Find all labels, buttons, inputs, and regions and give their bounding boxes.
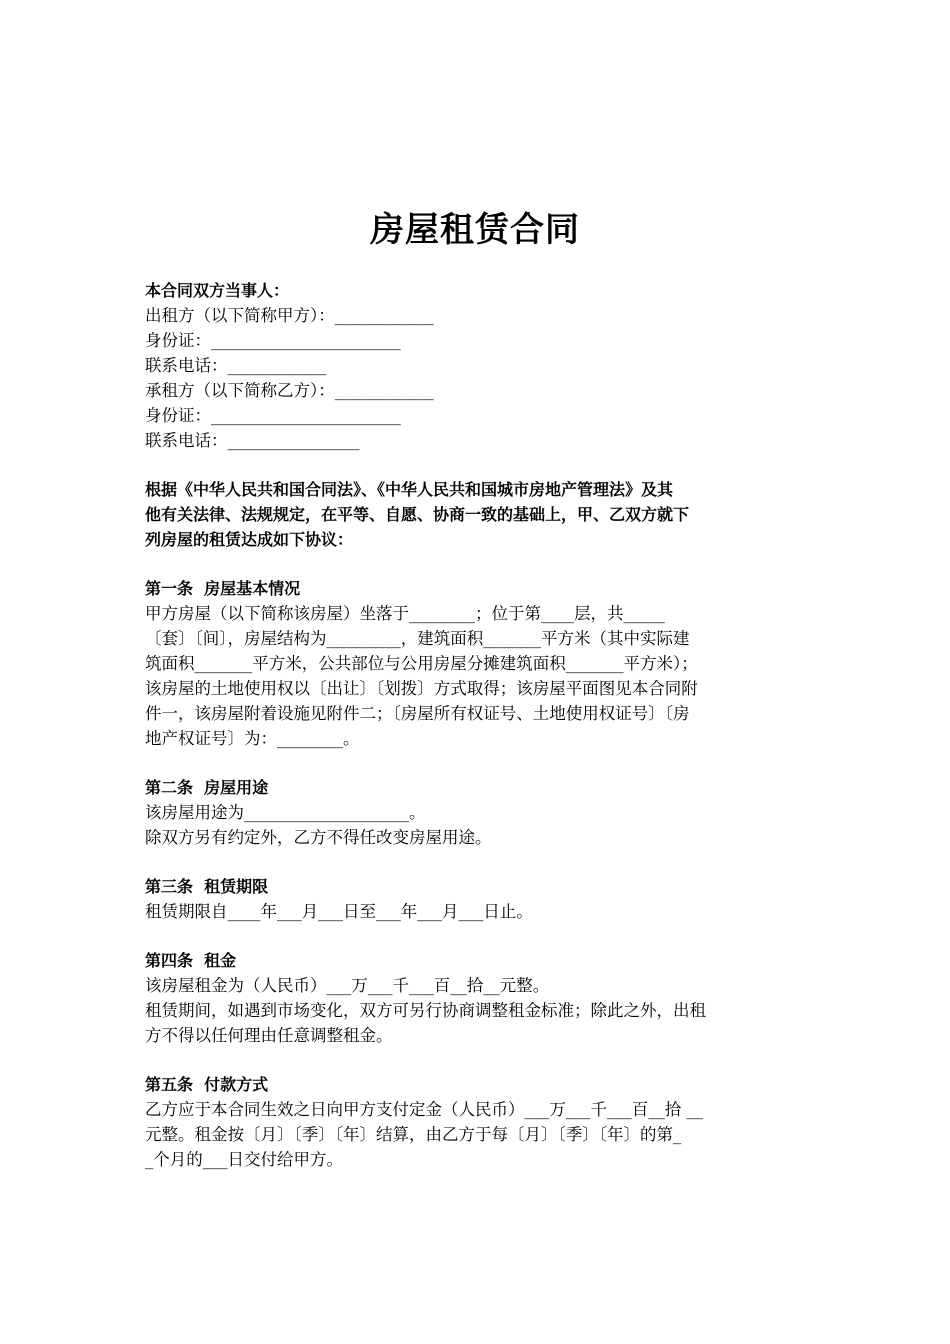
article-line: 租赁期限自____年___月___日至___年___月___日止。 (145, 902, 533, 921)
article-heading: 第四条 租金 (145, 951, 237, 970)
article-line: 该房屋用途为____________________。 (145, 803, 426, 822)
article-line: 筑面积_______平方米，公共部位与公用房屋分摊建筑面积_______平方米）； (145, 654, 698, 673)
article-line: 租赁期间，如遇到市场变化，双方可另行协商调整租金标准；除此之外，出租 (145, 1001, 706, 1020)
article-heading: 第五条 付款方式 (145, 1075, 269, 1094)
article-line: _个月的___日交付给甲方。 (145, 1150, 343, 1169)
preamble-line: 列房屋的租赁达成如下协议： (145, 530, 354, 549)
lessor-line: 出租方（以下简称甲方）：____________ (145, 306, 434, 325)
article-line: 甲方房屋（以下简称该房屋）坐落于________；位于第____层，共_____ (145, 604, 665, 623)
article-heading: 第一条 房屋基本情况 (145, 579, 301, 598)
preamble-line: 根据《中华人民共和国合同法》、《中华人民共和国城市房地产管理法》及其 (145, 480, 674, 499)
lessee-id-line: 身份证：_______________________ (145, 406, 401, 425)
article-line: 该房屋租金为（人民币）___万___千___百__拾__元整。 (145, 976, 550, 995)
article-line: 〔套〕〔间〕，房屋结构为_________，建筑面积_______平方米（其中实际建 (145, 629, 690, 648)
document-title: 房屋租赁合同 (370, 210, 580, 250)
lessor-id-line: 身份证：_______________________ (145, 331, 401, 350)
article-heading: 第二条 房屋用途 (145, 778, 269, 797)
preamble-line: 他有关法律、法规规定，在平等、自愿、协商一致的基础上，甲、乙双方就下 (145, 505, 690, 524)
lessee-line: 承租方（以下简称乙方）：____________ (145, 381, 434, 400)
lessor-phone-line: 联系电话：____________ (145, 356, 327, 375)
document-body (145, 278, 805, 1172)
article-line: 元整。租金按〔月〕〔季〕〔年〕结算，由乙方于每〔月〕〔季〕〔年〕的第_ (145, 1125, 682, 1144)
article-line: 地产权证号〕为：________。 (145, 729, 360, 748)
article-line: 该房屋的土地使用权以〔出让〕〔划拨〕方式取得；该房屋平面图见本合同附 (145, 679, 698, 698)
parties-heading: 本合同双方当事人： (145, 281, 290, 300)
article-line: 方不得以任何理由任意调整租金。 (145, 1026, 393, 1045)
lessee-phone-line: 联系电话：________________ (145, 431, 360, 450)
article-line: 乙方应于本合同生效之日向甲方支付定金（人民币）___万___千___百__拾 __ (145, 1100, 703, 1119)
article-line: 件一，该房屋附着设施见附件二；〔房屋所有权证号、土地使用权证号〕〔房 (145, 704, 690, 723)
article-line: 除双方另有约定外，乙方不得任改变房屋用途。 (145, 828, 492, 847)
article-heading: 第三条 租赁期限 (145, 877, 269, 896)
